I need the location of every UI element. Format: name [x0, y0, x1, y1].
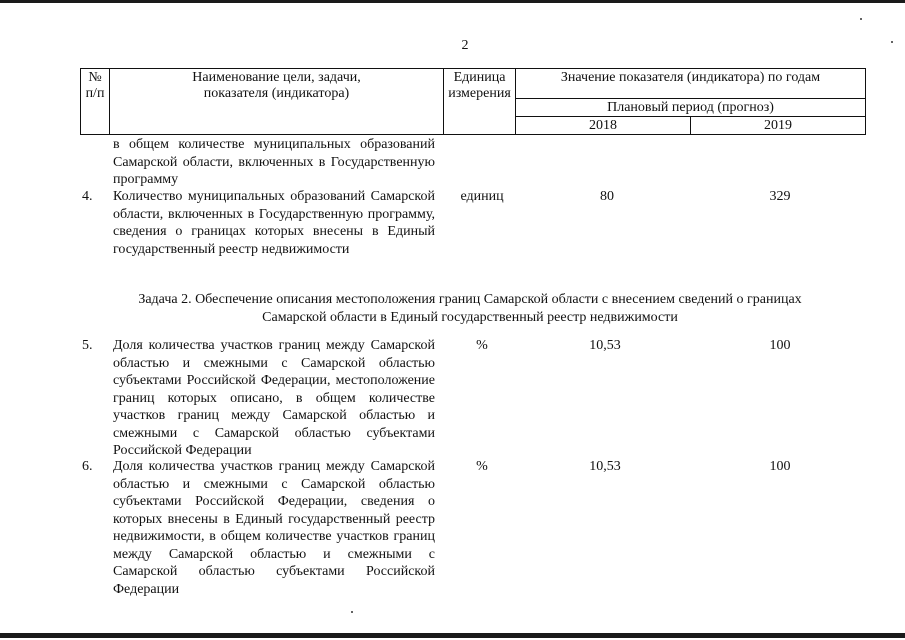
header-num-label: № п/п [85, 70, 105, 101]
row-value-2018: 10,53 [589, 338, 621, 353]
task-heading [60, 291, 880, 327]
header-name [109, 68, 444, 135]
task-heading-line: Задача 2. Обеспечение описания местоположения границ Самарской области с внесением сведений о границах [138, 292, 802, 307]
header-year-label: 2019 [764, 118, 792, 133]
header-values [515, 68, 866, 99]
row-value-2019: 100 [769, 459, 791, 474]
task-heading-line: Самарской области в Единый государственный реестр недвижимости [262, 310, 678, 325]
header-name-label: Наименование цели, задачи, показателя (индикатора) [192, 70, 361, 101]
row-text: Доля количества участков границ между Самарской областью и смежными с Самарской областью субъектами Российской Федерации, местоположение границ которых описано, в общем количестве участков границ между Самарской областью и смежными с Самарской областью субъектами Российской Федерации [113, 338, 435, 458]
row-num: 5. [82, 338, 93, 353]
page-number: 2 [461, 38, 469, 53]
header-num [80, 68, 110, 135]
row-unit: % [476, 338, 488, 353]
header-year-2018 [515, 116, 691, 135]
row-value-2018: 80 [600, 189, 614, 204]
row-unit: % [476, 459, 488, 474]
scan-speck [860, 18, 862, 20]
page-bottom-edge [0, 633, 905, 638]
row-text: Доля количества участков границ между Самарской областью и смежными с Самарской областью субъектами Российской Федерации, сведения о которых внесены в Единый государственный реестр недвижимости, в общем количестве участков границ между Самарской областью и смежными с Самарской областью субъектами Российской Федерации [113, 459, 435, 597]
header-period-label: Плановый период (прогноз) [607, 100, 774, 115]
row-value-2018: 10,53 [589, 459, 621, 474]
row-num: 6. [82, 459, 93, 474]
header-period [515, 98, 866, 117]
row-value-2019: 100 [769, 338, 791, 353]
row-value-2019: 329 [769, 189, 791, 204]
header-unit [443, 68, 516, 135]
scan-speck [891, 41, 893, 43]
header-values-label: Значение показателя (индикатора) по годам [560, 70, 821, 85]
row-num: 4. [82, 189, 93, 204]
header-unit-label: Единица измерения [448, 70, 511, 101]
scan-speck [351, 611, 353, 613]
row-text: Количество муниципальных образований Самарской области, включенных в Государственную программу, сведения о границах которых внесены в Единый государственный реестр недвижимости [113, 189, 435, 257]
page-top-edge [0, 0, 905, 3]
row-unit: единиц [460, 189, 504, 204]
header-year-label: 2018 [589, 118, 617, 133]
header-year-2019 [690, 116, 866, 135]
continued-row-text: в общем количестве муниципальных образований Самарской области, включенных в Государственную программу [113, 137, 435, 187]
